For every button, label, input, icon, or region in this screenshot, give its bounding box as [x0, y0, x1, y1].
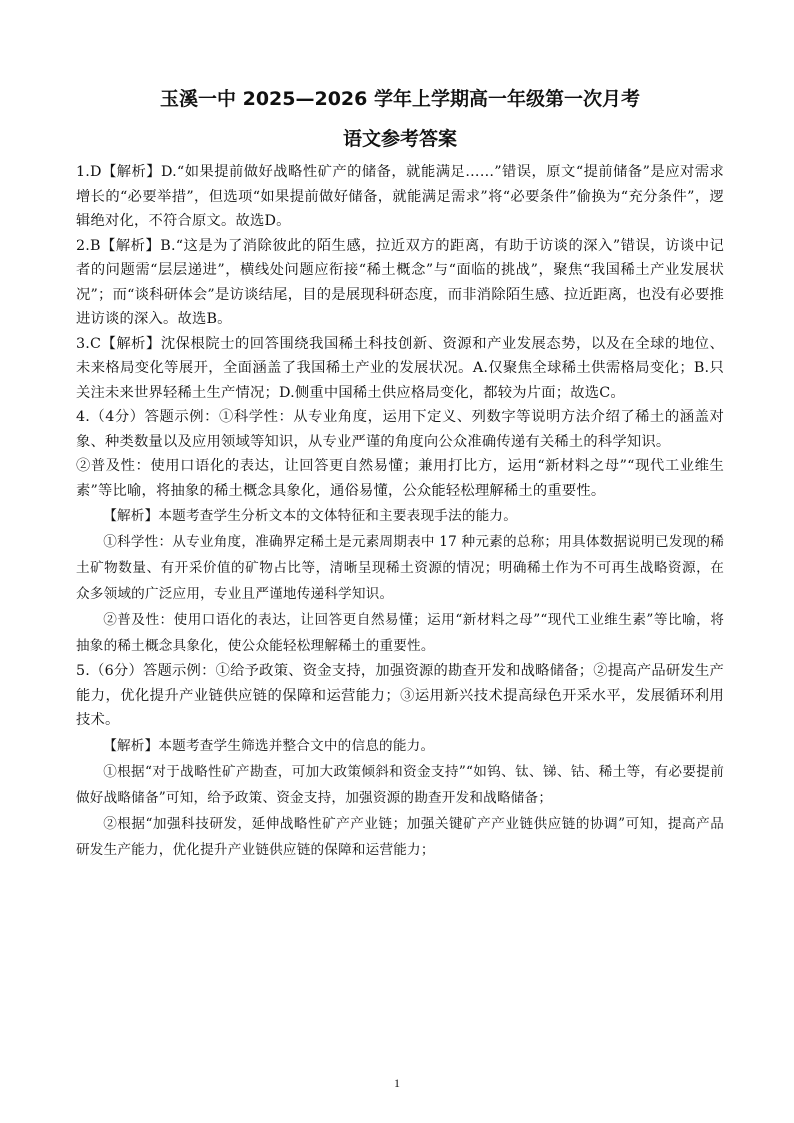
answer-5: 5.（6分）答题示例：①给予政策、资金支持，加强资源的勘查开发和战略储备；②提高产品研发生产能力，优化提升产业链供应链的保障和运营能力；③运用新兴技术提高绿色开采水平，发展循环利用技术。	[76, 663, 724, 728]
answer-document	[76, 80, 724, 863]
answer-4-point-1: 4.（4分）答题示例：①科学性：从专业角度，运用下定义、列数字等说明方法介绍了稀土的涵盖对象、种类数量以及应用领域等知识，从专业严谨的角度向公众准确传递有关稀土的科学知识。	[76, 409, 724, 450]
page-subtitle: 语文参考答案	[342, 128, 457, 150]
answer-1: 1.D【解析】D.“如果提前做好战略性矿产的储备，就能满足……”错误，原文“提前储备”是应对需求增长的“必要举措”，但选项“如果提前做好储备，就能满足需求”将“必要条件”偷换为“充分条件”，逻辑绝对化，不符合原文。故选D。	[76, 164, 724, 229]
answer-4-analysis-1: ①科学性：从专业角度，准确界定稀土是元素周期表中 17 种元素的总称；用具体数据说明已发现的稀土矿物数量、有开采价值的矿物占比等，清晰呈现稀土资源的情况；明确稀土作为不可再生战略资源，在众多领域的广泛应用，专业且严谨地传递科学知识。	[76, 534, 724, 602]
answer-4-analysis-2: ②普及性：使用口语化的表达，让回答更自然易懂；运用“新材料之母”“现代工业维生素”等比喻，将抽象的稀土概念具象化，使公众能轻松理解稀土的重要性。	[76, 612, 724, 654]
answer-5-analysis-heading: 【解析】本题考查学生筛选并整合文中的信息的能力。	[103, 737, 435, 754]
answer-4-analysis-heading: 【解析】本题考查学生分析文本的文体特征和主要表现手法的能力。	[103, 508, 517, 524]
page-number: 1	[394, 1076, 400, 1090]
answer-4-point-2: ②普及性：使用口语化的表达，让回答更自然易懂；兼用打比方，运用“新材料之母”“现代工业维生素”等比喻，将抽象的稀土概念具象化，通俗易懂，公众能轻松理解稀土的重要性。	[76, 458, 724, 499]
answer-3: 3.C【解析】沈保根院士的回答围绕我国稀土科技创新、资源和产业发展态势，以及在全球的地位、未来格局变化等展开，全面涵盖了我国稀土产业的发展状况。A.仅聚焦全球稀土供需格局变化；B.只关注未来世界轻稀土生产情况；D.侧重中国稀土供应格局变化，都较为片面；故选C。	[76, 335, 724, 401]
answer-2: 2.B【解析】B.“这是为了消除彼此的陌生感，拉近双方的距离，有助于访谈的深入”错误，访谈中记者的问题需“层层递进”，横线处问题应衔接“稀土概念”与“面临的挑战”，聚焦“我国稀土产业发展状况”；而“谈科研体会”是访谈结尾，目的是展现科研态度，而非消除陌生感、拉近距离，也没有必要推进访谈的深入。故选B。	[76, 237, 724, 327]
answer-5-analysis-2: ②根据“加强科技研发，延伸战略性矿产产业链；加强关键矿产产业链供应链的协调”可知，提高产品研发生产能力，优化提升产业链供应链的保障和运营能力；	[76, 815, 724, 858]
page-title: 玉溪一中 2025—2026 学年上学期高一年级第一次月考	[160, 88, 640, 110]
answer-5-analysis-1: ①根据“对于战略性矿产勘查，可加大政策倾斜和资金支持”“如钨、钛、锑、钴、稀土等，有必要提前做好战略储备”可知，给予政策、资金支持，加强资源的勘查开发和战略储备；	[76, 763, 724, 806]
